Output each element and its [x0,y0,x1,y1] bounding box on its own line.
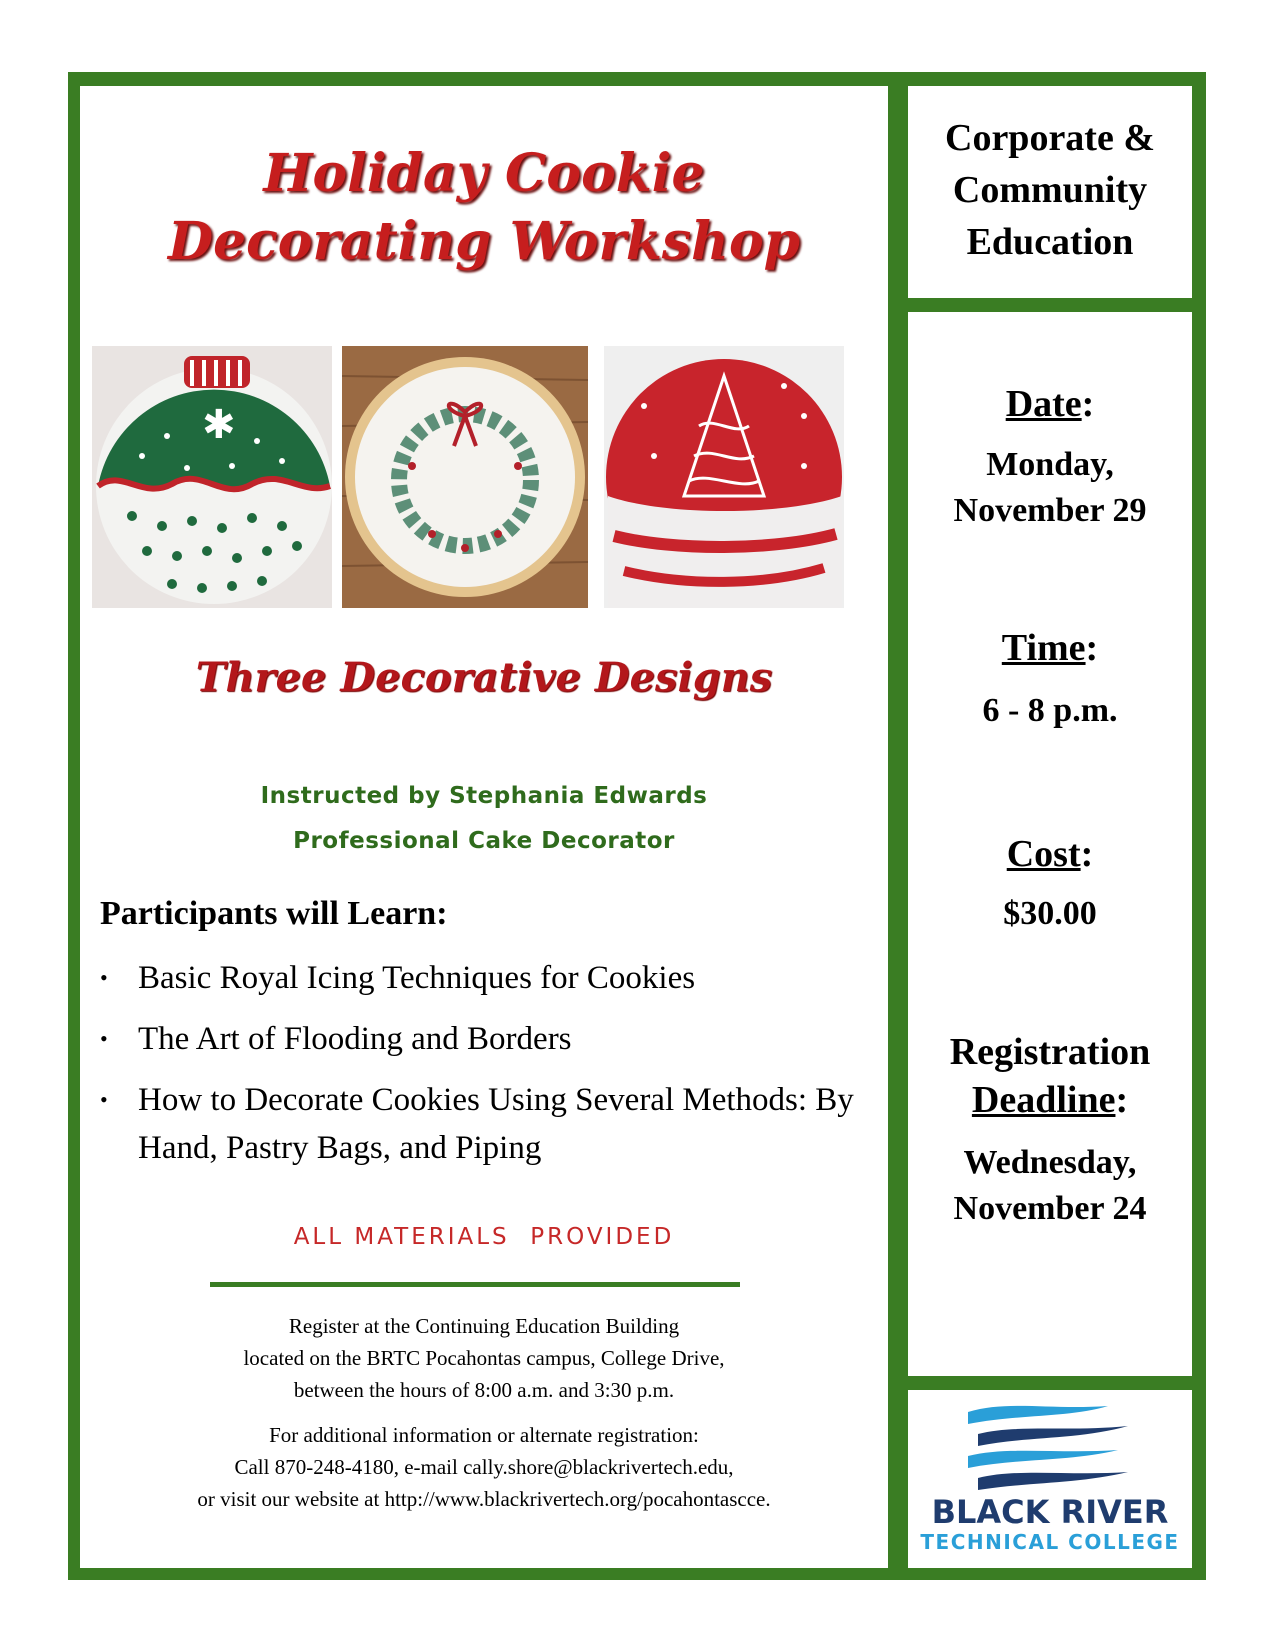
website-line[interactable]: or visit our website at http://www.blackrivertech.org/pocahontascce. [197,1487,771,1511]
college-logo-name: BLACK RIVER [931,1493,1169,1531]
subtitle: Three Decorative Designs [195,654,773,701]
date-value: Monday, November 29 [953,446,1147,529]
list-item: • How to Decorate Cookies Using Several Methods: By Hand, Pastry Bags, and Piping [100,1076,880,1172]
instructor-info [80,774,888,864]
bullet-icon: • [100,1087,108,1112]
instructor-role: Professional Cake Decorator [293,828,675,854]
cost-value: $30.00 [1003,895,1097,932]
title-line-2: Decorating Workshop [167,211,801,272]
time-label: Time: [1001,627,1099,669]
divider [210,1282,740,1287]
time-value: 6 - 8 p.m. [982,692,1118,729]
deadline-label: Registration Deadline: [949,1031,1151,1121]
workshop-title [80,140,888,276]
tree-cookie-photo [604,346,844,608]
contact-info: For additional information or alternate registration: Call 870-248-4180, e-mail cally.shore@blackrivertech.edu, or visit our website at http://www.blackrivertech.org/pocahontascce. [80,1419,888,1515]
list-item: • Basic Royal Icing Techniques for Cookies [100,954,880,1002]
department-title: Corporate & Community Education [945,117,1155,263]
date-label: Date: [1005,383,1095,425]
list-item: • The Art of Flooding and Borders [100,1015,880,1063]
ornament-cookie-photo [92,346,332,608]
instructor-name: Instructed by Stephania Edwards [260,783,708,809]
deadline-value: Wednesday, November 24 [953,1144,1147,1227]
svg-text:✱: ✱ [202,402,236,448]
cost-label: Cost: [1006,833,1094,875]
title-line-1: Holiday Cookie [263,143,705,204]
college-logo-waves-icon [968,1400,1132,1490]
learn-list [100,954,880,1185]
bullet-icon: • [100,965,108,990]
cookie-photos [92,346,880,608]
bullet-icon: • [100,1026,108,1051]
contact-line[interactable]: Call 870-248-4180, e-mail cally.shore@blackrivertech.edu, [234,1455,734,1479]
registration-info: Register at the Continuing Education Building located on the BRTC Pocahontas campus, College Drive, between the hours of 8:00 a.m. and 3:30 p.m. [243,1314,725,1402]
wreath-cookie-photo [342,346,588,608]
learn-heading: Participants will Learn: [100,895,448,932]
materials-note: ALL MATERIALS PROVIDED [293,1224,675,1250]
college-logo-subtitle: TECHNICAL COLLEGE [920,1530,1180,1554]
